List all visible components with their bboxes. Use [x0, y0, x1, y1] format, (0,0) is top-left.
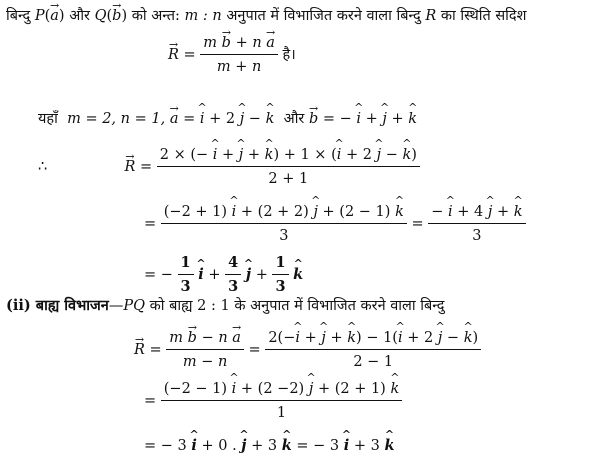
k-hat: ^ k — [464, 329, 473, 347]
denominator: 3 — [428, 223, 525, 245]
text: अनुपात में विभाजित करने वाला बिन्दु — [226, 8, 421, 24]
fraction — [166, 329, 244, 371]
external-division-step-1 — [134, 329, 481, 371]
k-hat: ^ k — [390, 380, 399, 398]
equals: = − — [144, 267, 173, 283]
term: + — [304, 330, 317, 346]
fraction — [225, 254, 241, 296]
k-hat: ^ k — [266, 110, 275, 128]
term: + 4 — [457, 204, 484, 220]
term: + 0 . — [201, 438, 237, 454]
term: + — [496, 204, 510, 220]
point-q: Q — [94, 8, 107, 24]
text: बिन्दु — [6, 8, 31, 24]
denominator: 2 + 1 — [157, 166, 420, 188]
section-formula — [168, 34, 296, 76]
term: + (2 −2) — [240, 381, 305, 397]
j-hat: ^ j — [488, 203, 493, 221]
i-hat: ^ i — [398, 329, 403, 347]
term: − — [385, 147, 398, 163]
term: + 3 — [251, 438, 278, 454]
denominator: 3 — [161, 223, 407, 245]
fraction — [200, 34, 278, 76]
term: = − 3 — [144, 438, 187, 454]
text: का स्थिति सदिश — [440, 8, 527, 24]
numerator: 4 — [228, 254, 239, 271]
denominator: 3 — [272, 274, 288, 296]
equals: = — [139, 159, 153, 175]
external-division-step-2 — [144, 380, 402, 422]
j-hat: ^ j — [246, 266, 251, 284]
equals: = — [144, 216, 157, 232]
numerator: 1 — [275, 254, 286, 271]
external-division-heading — [6, 297, 444, 315]
i-hat: ^ i — [448, 203, 453, 221]
j-hat: ^ j — [309, 380, 314, 398]
i-hat: ^ i — [198, 266, 204, 284]
ratio: m : n — [184, 8, 222, 24]
fraction — [428, 203, 525, 245]
vector-b: → b — [222, 34, 231, 52]
vector-r: → R — [124, 158, 135, 176]
term: 2(− — [268, 330, 296, 346]
fraction — [265, 329, 481, 371]
term: + (2 + 1) — [317, 381, 386, 397]
j-hat: ^ j — [382, 110, 387, 128]
term: = − — [322, 111, 352, 127]
i-hat: ^ i — [295, 329, 300, 347]
therefore-symbol: ∴ — [38, 159, 48, 175]
vector-r: → R — [134, 341, 145, 359]
term: ) + 1 × ( — [273, 147, 337, 163]
term: + 3 — [353, 438, 380, 454]
vector-a: → a — [266, 34, 275, 52]
vector-r: → R — [168, 46, 179, 64]
fraction — [161, 203, 407, 245]
point-p: P — [34, 8, 45, 24]
denominator: 2 − 1 — [265, 349, 481, 371]
term: 2 × (− — [159, 147, 209, 163]
i-hat: ^ i — [213, 146, 218, 164]
i-hat: ^ i — [200, 110, 205, 128]
term: + — [222, 147, 235, 163]
j-hat: ^ j — [241, 437, 246, 455]
text: है। — [282, 47, 296, 63]
denominator: m − n — [166, 349, 244, 371]
term: − — [431, 204, 444, 220]
j-hat: ^ j — [239, 146, 244, 164]
i-hat: ^ i — [232, 203, 237, 221]
point-r: R — [425, 8, 437, 24]
term: + — [208, 267, 221, 283]
external-division-result — [144, 437, 395, 455]
i-hat: ^ i — [344, 437, 350, 455]
term: + 2 — [407, 330, 434, 346]
line-1: बिन्दु P(→ a) और Q(→ b) को अन्त: m : n अनुपात में विभाजित करने वाला बिन्दु R का स्थिति सदिश — [6, 7, 527, 25]
term: (−2 + 1) — [163, 204, 228, 220]
term: + — [247, 147, 261, 163]
equals: = — [248, 342, 261, 358]
fraction — [272, 254, 288, 296]
vector-a: → a — [50, 7, 59, 25]
term: ) — [411, 147, 417, 163]
minus-n: − n — [201, 330, 228, 346]
k-hat: ^ k — [395, 203, 404, 221]
i-hat: ^ i — [232, 380, 237, 398]
j-hat: ^ j — [377, 146, 382, 164]
given-values — [38, 110, 417, 128]
vector-b: → b — [188, 329, 197, 347]
fraction — [161, 380, 402, 422]
text: और — [283, 111, 305, 127]
k-hat: ^ k — [408, 110, 417, 128]
term: + (2 − 1) — [322, 204, 391, 220]
term: ) — [472, 330, 479, 346]
equals: = — [183, 111, 196, 127]
term: − — [446, 330, 460, 346]
term: + — [330, 330, 343, 346]
text: को बाह्य 2 : 1 के अनुपात में विभाजित करने वाला बिन्दु — [149, 298, 445, 314]
k-hat: ^ k — [347, 329, 356, 347]
values: m = 2, n = 1, — [67, 111, 166, 127]
k-hat: ^ k — [514, 203, 523, 221]
k-hat: ^ k — [402, 146, 411, 164]
dash: — — [108, 298, 124, 314]
text: को अन्त: — [131, 8, 180, 24]
term: + 2 — [345, 147, 372, 163]
term: + — [255, 267, 268, 283]
m: m — [169, 330, 184, 346]
term: + — [365, 111, 378, 127]
denominator: 3 — [225, 274, 241, 296]
denominator: 3 — [178, 274, 194, 296]
i-hat: ^ i — [337, 146, 342, 164]
fraction — [178, 254, 194, 296]
equals: = — [411, 216, 424, 232]
j-hat: ^ j — [321, 329, 326, 347]
segment-pq: PQ — [123, 298, 146, 314]
term: − — [248, 111, 261, 127]
text: और — [69, 8, 90, 24]
section-label: (ii) बाह्य विभाजन — [6, 297, 109, 314]
term: ) − 1( — [356, 330, 398, 346]
term: + 2 — [209, 111, 236, 127]
k-hat: ^ k — [384, 437, 394, 455]
equals: = — [183, 47, 196, 63]
text: यहाँ — [38, 111, 58, 127]
plus-n: + n — [235, 35, 262, 51]
m: m — [203, 35, 218, 51]
j-hat: ^ j — [240, 110, 245, 128]
j-hat: ^ j — [313, 203, 318, 221]
denominator: m + n — [200, 54, 278, 76]
k-hat: ^ k — [293, 266, 303, 284]
denominator: 1 — [161, 400, 402, 422]
term: (−2 − 1) — [163, 381, 228, 397]
k-hat: ^ k — [282, 437, 292, 455]
vector-b: → b — [309, 110, 318, 128]
internal-division-step-2 — [144, 203, 526, 245]
k-hat: ^ k — [265, 146, 274, 164]
internal-division-result — [144, 254, 303, 296]
term: + (2 + 2) — [240, 204, 309, 220]
equals: = — [149, 342, 162, 358]
fraction — [157, 146, 420, 188]
vector-a: → a — [170, 110, 179, 128]
vector-b: → b — [112, 7, 121, 25]
j-hat: ^ j — [438, 329, 443, 347]
vector-a: → a — [232, 329, 241, 347]
i-hat: ^ i — [356, 110, 361, 128]
equals: = — [144, 393, 157, 409]
numerator: 1 — [180, 254, 191, 271]
term: + — [391, 111, 404, 127]
i-hat: ^ i — [191, 437, 197, 455]
internal-division-step-1 — [38, 146, 420, 188]
term: = − 3 — [296, 438, 340, 454]
